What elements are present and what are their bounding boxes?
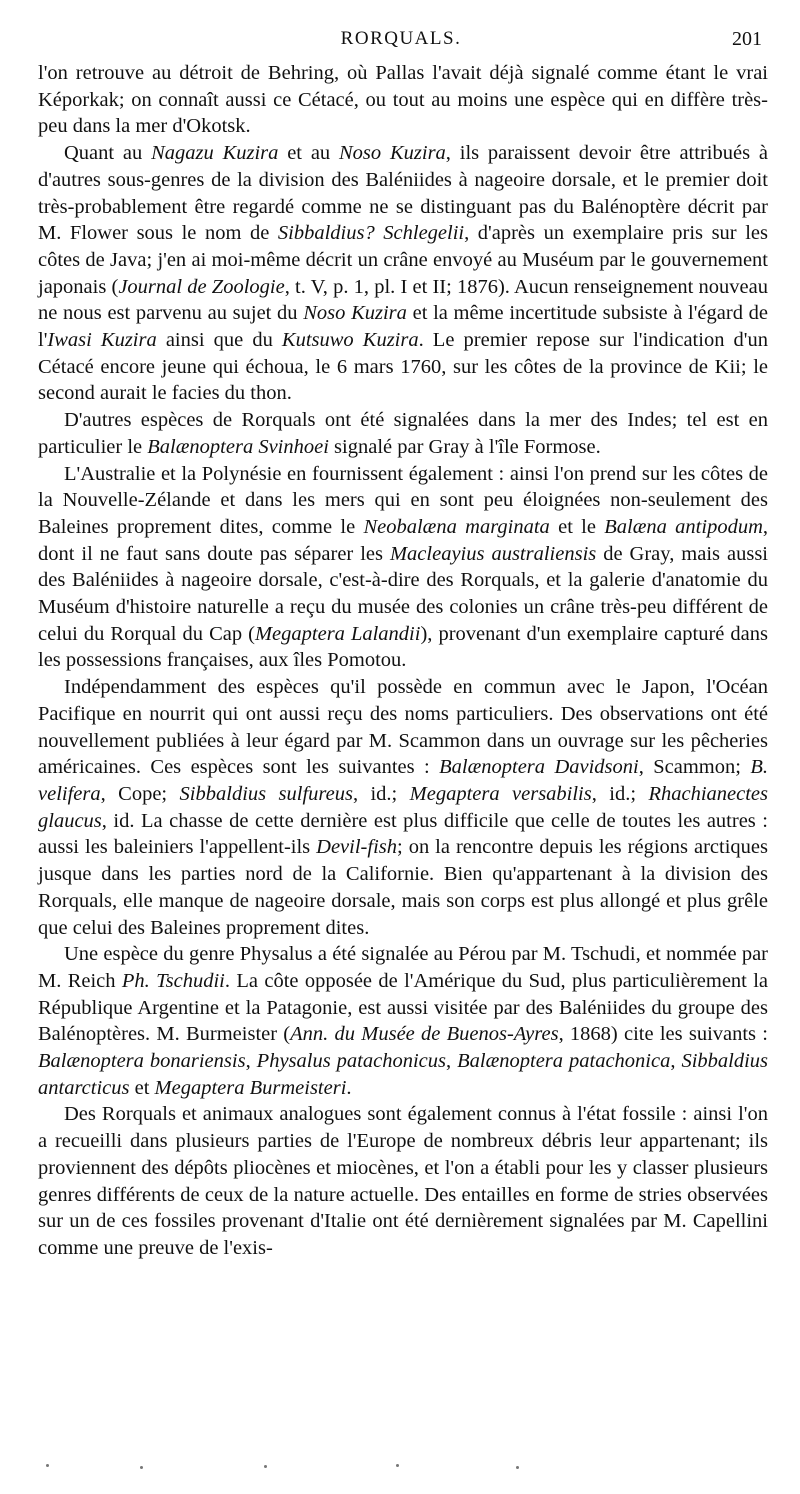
text-run: L'Australie et la Polynésie en fournissent également : ainsi l'on prend sur les côtes de la Nouvelle-Zélande et dans les mers qui en sont peu éloignées non-seulement des Baleines proprement dites, comme le [38, 462, 768, 538]
italic-run: Ph. Tschudii [121, 969, 225, 992]
text-run: , [446, 1050, 458, 1073]
text-run: Indépendamment des espèces qu'il possède en commun avec le Japon, l'Océan Pacifique en nourrit qui ont aussi reçu des noms particuliers. Des observations ont été nouvellement publiées à leur égard par M. Scammon dans un ouvrage sur les pêcheries américaines. Ces espèces sont les suivantes : [38, 676, 768, 779]
paragraph [38, 140, 768, 407]
italic-run: Megaptera Lalandii [254, 622, 421, 645]
text-run: , d'après un exemplaire pris sur les côtes de Java; j'en ai moi-même décrit un crâne envoyé au Muséum par le gouvernement japonais ( [38, 222, 768, 298]
text-run: , Cope; [100, 782, 180, 805]
text-run: et la même incertitude subsiste à l'égard de l' [38, 302, 768, 352]
italic-run: Balænoptera patachonica [457, 1050, 671, 1073]
text-run: et au [278, 142, 339, 165]
italic-run: Journal de Zoologie [118, 275, 285, 298]
paragraph [38, 461, 768, 675]
italic-run: Balænoptera bonariensis [38, 1050, 246, 1073]
text-run: l'on retrouve au détroit de Behring, où Pallas l'avait déjà signalé comme étant le vrai Képorkak; on connaît aussi ce Cétacé, ou tout au moins une espèce qui en diffère très-peu dans la mer d'Okotsk. [38, 62, 768, 138]
italic-run: Devil-fish [316, 836, 397, 859]
text-run: , Scammon; [638, 756, 751, 779]
text-run: , ils paraissent devoir être attribués à d'autres sous-genres de la division des Baléniides à nageoire dorsale, et le premier doit très-probablement être regardé comme ne se distinguant pas du Balénoptère décrit par M. Flower sous le nom de [38, 142, 768, 245]
text-run: , t. V, p. 1, pl. I et II; 1876). Aucun renseignement nouveau ne nous est parvenu au sujet du [38, 275, 768, 325]
bottom-speckles [38, 1462, 768, 1470]
text-run: et le [549, 515, 605, 538]
italic-run: Rhachianectes glaucus [38, 782, 768, 832]
paragraph [38, 941, 768, 1101]
text-run: Des Rorquals et animaux analogues sont également connus à l'état fossile : ainsi l'on a recueilli dans plusieurs parties de l'Europe de nombreux débris leur appartenant; ils proviennent des dépôts pliocènes et miocènes, et l'on a établi pour les y classer plusieurs genres différents de ceux de la nature actuelle. Des entailles en forme de stries observées sur un de ces fossiles provenant d'Italie ont été dernièrement signalées par M. Capellini comme une preuve de l'exis- [38, 1103, 768, 1259]
text-run: . La côte opposée de l'Amérique du Sud, plus particulièrement la République Argentine et la Patagonie, est aussi visitée par des Baléniides du groupe des Balénoptères. M. Burmeister ( [38, 969, 769, 1046]
text-run: . Le premier repose sur l'indication d'un Cétacé encore jeune qui échoua, le 6 mars 1760, sur les côtes de la province de Kii; le second aurait le facies du thon. [38, 329, 768, 405]
italic-run: Noso Kuzira [339, 142, 446, 165]
italic-run: Physalus patachonicus [256, 1050, 446, 1073]
text-run: ainsi que du [156, 329, 282, 352]
text-run: de Gray, mais aussi des Baléniides à nageoire dorsale, c'est-à-dire des Rorquals, et la galerie d'anatomie du Muséum d'histoire naturelle a reçu du musée des colonies un crâne très-peu différent de celui du Rorqual du Cap ( [38, 542, 768, 645]
text-run: , id. La chasse de cette dernière est plus difficile que celle de toutes les autres : aussi les baleiniers l'appellent-ils [38, 809, 768, 859]
text-run: , [245, 1050, 257, 1073]
paragraph [38, 60, 768, 140]
italic-run: Sibbaldius? Schlegelii [277, 222, 465, 245]
text-run: , dont il ne faut sans doute pas séparer les [38, 515, 768, 565]
paragraph [38, 407, 768, 460]
text-run: Une espèce du genre Physalus a été signalée au Pérou par M. Tschudi, et nommée par M. Reich [38, 943, 768, 992]
body-text [38, 60, 768, 1262]
italic-run: Macleayius australiensis [389, 542, 597, 565]
italic-run: Sibbaldius antarcticus [38, 1050, 769, 1099]
italic-run: Ann. du Musée de Buenos-Ayres [290, 1023, 559, 1046]
italic-run: Balænoptera Svinhoei [147, 435, 329, 458]
italic-run: Megaptera Burmeisteri [154, 1076, 347, 1099]
page-number: 201 [732, 28, 762, 50]
italic-run: Iwasi Kuzira [47, 329, 157, 352]
text-run: , id.; [591, 782, 649, 805]
italic-run: Balæna antipodum [604, 515, 763, 538]
italic-run: Kutsuwo Kuzira [281, 329, 419, 352]
paragraph [38, 1101, 768, 1261]
running-title: RORQUALS. [340, 28, 462, 49]
text-run: D'autres espèces de Rorquals ont été signalées dans la mer des Indes; tel est en particulier le [38, 409, 768, 458]
text-run: . [346, 1076, 352, 1099]
paragraph [38, 674, 768, 941]
text-run: signalé par Gray à l'île Formose. [328, 435, 601, 458]
italic-run: B. velifera [38, 756, 768, 805]
text-run: ), provenant d'un exemplaire capturé dans les possessions françaises, aux îles Pomotou. [38, 622, 769, 672]
text-run: , id.; [352, 782, 410, 805]
text-run: Quant au [64, 142, 152, 165]
text-run: ; on la rencontre depuis les régions arctiques jusque dans les parties nord de la Californie. Bien qu'appartenant à la division des Rorquals, elle manque de nageoire dorsale, mais son corps est plus allongé et plus grêle que celui des Baleines proprement dites. [38, 836, 768, 939]
italic-run: Sibbaldius sulfureus [179, 782, 353, 805]
italic-run: Neobalæna marginata [363, 515, 550, 538]
italic-run: Noso Kuzira [303, 302, 407, 325]
italic-run: Megaptera versabilis [409, 782, 592, 805]
italic-run: Balænoptera Davidsoni [439, 756, 639, 779]
italic-run: Nagazu Kuzira [151, 142, 279, 165]
page-header [40, 28, 762, 58]
text-run: et [129, 1076, 155, 1099]
text-run: , [670, 1050, 682, 1073]
text-run: , 1868) cite les suivants : [558, 1023, 768, 1046]
